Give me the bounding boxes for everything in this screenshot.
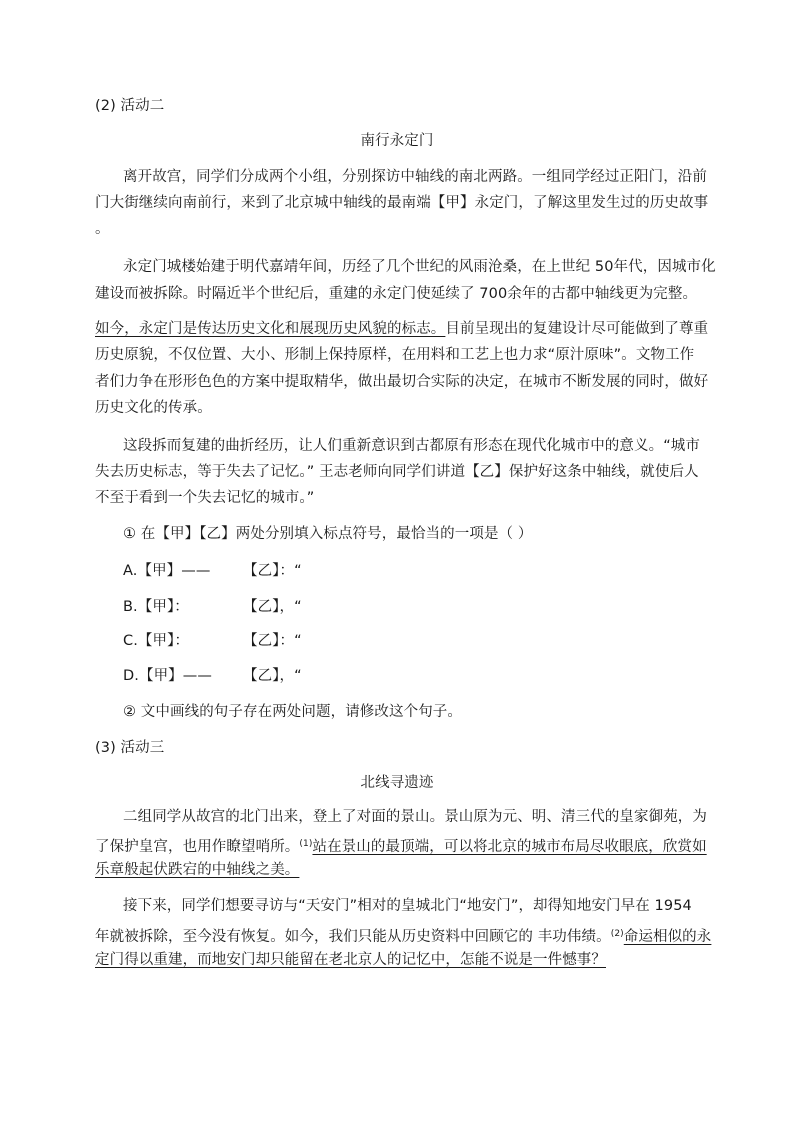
paragraph-line: 接下来，同学们想要寻访与“天安门”相对的皇城北门“地安门”，却得知地安门早在 1954: [123, 898, 692, 914]
section-heading-activity-3: (3) 活动三: [95, 740, 165, 756]
underlined-sentence-2-cont: 定门得以重建，而地安门却只能留在老北京人的记忆中，怎能不说是一件憾事？: [95, 952, 606, 968]
paragraph-line: 失去历史标志，等于失去了记忆。” 王志老师向同学们讲道【乙】保护好这条中轴线，就使后人: [95, 464, 699, 480]
text-run: 目前呈现出的复建设计尽可能做到了尊重: [445, 321, 709, 337]
passage-title-north-line: 北线寻遗迹: [360, 775, 434, 791]
passage-title-yongdingmen: 南行永定门: [360, 133, 434, 149]
sub-question-2: ② 文中画线的句子存在两处问题，请修改这个句子。: [123, 704, 463, 720]
underlined-sentence-2: 命运相似的永: [623, 929, 712, 945]
paragraph-line: 。: [95, 221, 110, 237]
paragraph-line: 离开故宫，同学们分成两个小组，分别探访中轴线的南北两路。一组同学经过正阳门，沿前: [123, 169, 707, 185]
underlined-sentence-1: 站在景山的最顶端，可以将北京的城市布局尽收眼底，欣赏如: [312, 839, 707, 855]
paragraph-line: 不至于看到一个失去记忆的城市。”: [95, 490, 315, 506]
underlined-sentence: 如今，永定门是传达历史文化和展现历史风貌的标志。: [95, 321, 446, 337]
option-label: D.【甲】——: [123, 668, 212, 684]
option-label: C.【甲】：: [123, 633, 190, 649]
sentence-marker-2: (2): [610, 929, 624, 939]
paragraph-line: [95, 860, 299, 880]
paragraph-line: 历史原貌，不仅位置、大小、形制上保持原样，在用料和工艺上也力求“原汁原味”。文物工作: [95, 347, 695, 363]
paragraph-line: 历史文化的传承。: [95, 400, 212, 416]
option-label: B.【甲】：: [123, 599, 189, 615]
option-text: 【乙】：“: [243, 633, 302, 649]
underlined-sentence-1-cont: 乐章般起伏跌宕的中轴线之美。: [95, 862, 300, 878]
sub-question-1: ① 在【甲】【乙】两处分别填入标点符号，最恰当的一项是（ ）: [123, 526, 533, 542]
paragraph-line: [95, 950, 606, 970]
paragraph-line: 二组同学从故宫的北门出来，登上了对面的景山。景山原为元、明、清三代的皇家御苑，为: [123, 809, 707, 825]
text-run: 年就被拆除，至今没有恢复。如今，我们只能从历史资料中回顾它的 丰功伟绩。: [95, 929, 611, 945]
option-text: 【乙】，“: [243, 599, 302, 615]
sentence-marker-1: (1): [299, 839, 313, 849]
paragraph-line: [95, 834, 707, 857]
paragraph-line: 永定门城楼始建于明代嘉靖年间，历经了几个世纪的风雨沧桑，在上世纪 50年代，因城市化: [123, 259, 716, 275]
paragraph-line: 门大街继续向南前行，来到了北京城中轴线的最南端【甲】永定门，了解这里发生过的历史故事: [95, 195, 709, 211]
paragraph-line: [95, 924, 711, 947]
section-heading-activity-2: (2) 活动二: [95, 98, 165, 114]
paragraph-line: [95, 319, 708, 339]
paragraph-line: 建设而被拆除。时隔近半个世纪后，重建的永定门使延续了 700余年的古都中轴线更为完整。: [95, 286, 698, 302]
option-label: A.【甲】——: [123, 563, 211, 579]
paragraph-line: 者们力争在形形色色的方案中提取精华，做出最切合实际的决定，在城市不断发展的同时，做好: [95, 374, 709, 390]
text-run: 了保护皇宫，也用作瞭望哨所。: [95, 839, 300, 855]
option-text: 【乙】：“: [243, 563, 302, 579]
paragraph-line: 这段拆而复建的曲折经历，让人们重新意识到古都原有形态在现代化城市中的意义。“城市: [123, 438, 701, 454]
option-text: 【乙】，“: [243, 668, 302, 684]
